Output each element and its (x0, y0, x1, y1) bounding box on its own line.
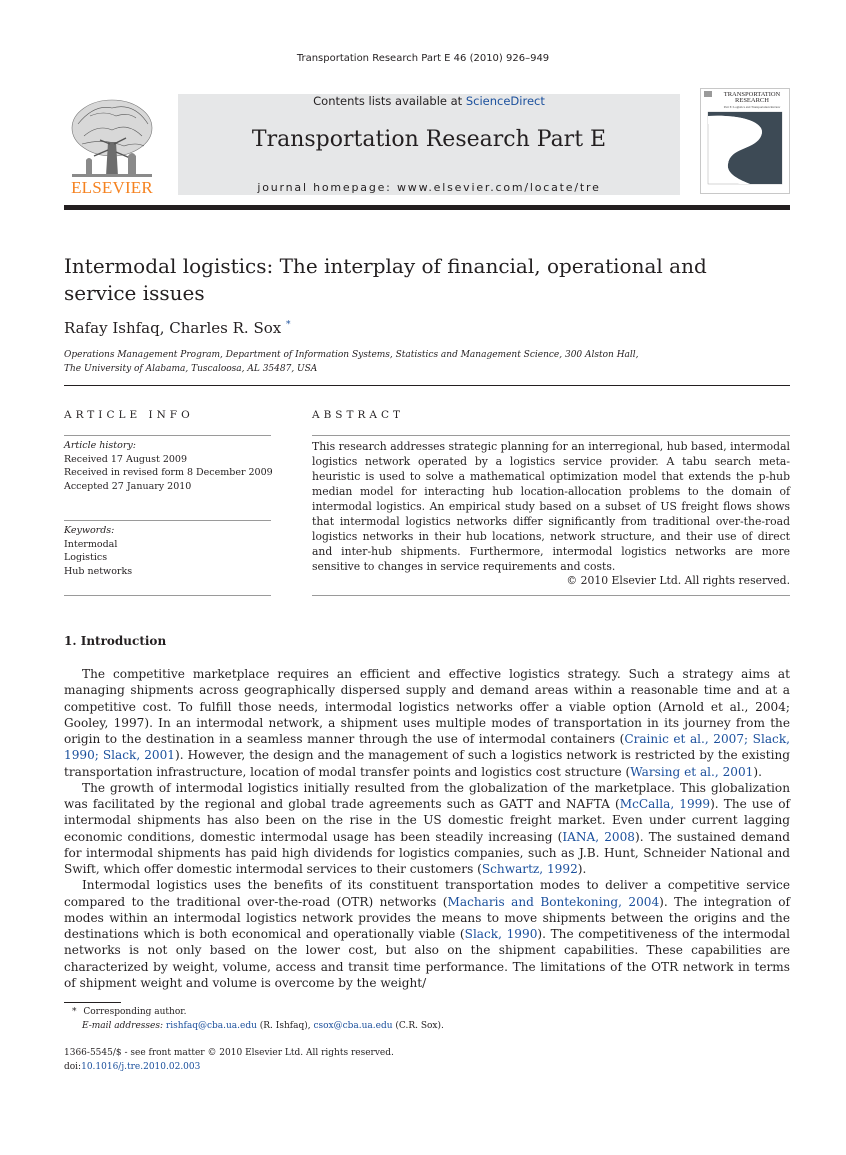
running-head: Transportation Research Part E 46 (2010) 926–949 (296, 53, 550, 64)
article-history (64, 439, 274, 493)
citation-link[interactable]: Crainic et al., 2007; Slack, 1990; Slack, 2001 (64, 732, 790, 763)
abstract-label: ABSTRACT (312, 409, 405, 421)
article-info-bottom-rule (64, 595, 271, 596)
doi-link[interactable]: 10.1016/j.tre.2010.02.003 (81, 1061, 201, 1072)
keywords-block (64, 524, 274, 578)
affiliation-rule (64, 385, 790, 386)
citation-link[interactable]: Schwartz, 1992 (481, 862, 578, 876)
journal-cover-thumbnail[interactable] (700, 88, 790, 194)
paragraph-text: ). The use of intermodal shipments has also been on the rise in the US domestic freight market. Even under current lagging economic conditions, domestic intermodal usage has been steadily increasing ( (64, 797, 790, 844)
keywords-rule (64, 520, 271, 521)
masthead-rule (64, 205, 790, 210)
accepted-date: Accepted 27 January 2010 (64, 480, 192, 492)
article-title (64, 253, 790, 307)
section-heading-introduction: 1. Introduction (64, 634, 167, 648)
footnote-mark: * (72, 1007, 77, 1017)
email-owner: (R. Ishfaq), (256, 1020, 314, 1031)
paragraph-text: Intermodal logistics uses the benefits of its constituent transportation modes to deliver a competitive service compared to the traditional over-the-road (OTR) networks ( (64, 878, 790, 909)
article-info-rule (64, 435, 271, 436)
article-info-label: ARTICLE INFO (64, 409, 194, 421)
paragraph-text: ). The competitiveness of the intermodal networks is not only based on the lower cost, but also on the shipment capabilities. These capabilities are characterized by weight, volume, access and transit time performance. The limitations of the OTR network in terms of shipment weight and volume is overcome by the weight/ (64, 927, 790, 990)
journal-title: Transportation Research Part E (251, 127, 607, 152)
sciencedirect-link[interactable]: ScienceDirect (465, 94, 545, 108)
paragraph-text: ). However, the design and the management of such a logistics network is restricted by the existing transportation infrastructure, location of modal transfer points and logistics cost structure ( (64, 748, 790, 779)
affiliation-line1: Operations Management Program, Department of Information Systems, Statistics and Management Science, 300 Alston Hall, (64, 350, 639, 360)
authors: Rafay Ishfaq, Charles R. Sox (64, 319, 282, 337)
issn-line: 1366-5545/$ - see front matter © 2010 Elsevier Ltd. All rights reserved. (64, 1048, 394, 1058)
affiliation (64, 348, 790, 376)
elsevier-wordmark: ELSEVIER (71, 178, 153, 197)
citation-link[interactable]: IANA, 2008 (562, 829, 635, 844)
journal-homepage[interactable]: journal homepage: www.elsevier.com/locate/tre (257, 181, 601, 194)
contents-prefix: Contents lists available at (313, 94, 466, 108)
doi-line (64, 1061, 790, 1075)
paragraph (64, 666, 790, 780)
keyword-item: Logistics (64, 552, 108, 563)
front-matter (64, 1047, 790, 1074)
keyword-item: Intermodal (64, 538, 118, 550)
abstract-text: This research addresses strategic planning for an interregional, hub based, intermodal logistics network operated by a logistics service provider. A tabu search meta-heuristic is used to solve a mathematical optimization model that extends the p-hub median model for interacting hub location-allocation problems to the domain of intermodal logistics. An empirical study based on a subset of US freight flows shows that intermodal logistics networks differ significantly from traditional over-the-road logistics networks in their hub locations, network structure, and their use of direct and inter-hub shipments. Furthermore, intermodal logistics networks are more sensitive to changes in service requirements and costs. (312, 440, 790, 573)
received-date: Received 17 August 2009 (64, 453, 188, 465)
history-heading: Article history: (64, 440, 136, 451)
introduction-body (64, 666, 790, 991)
doi-label: doi: (64, 1061, 82, 1072)
abstract-bottom-rule (312, 595, 790, 596)
paragraph-text: The competitive marketplace requires an efficient and effective logistics strategy. Such a strategy aims at managing shipments across geographically dispersed supply and demand areas within a reasonable time and at a competitive cost. To fulfill those needs, intermodal logistics networks offer a viable option (Arnold et al., 2004; Gooley, 1997). In an intermodal network, a shipment uses multiple modes of transportation in its journey from the origin to the destination in a seamless manner through the use of intermodal containers ( (64, 667, 790, 746)
footnote-rule (64, 1002, 121, 1003)
email-link-ishfaq[interactable]: rishfaq@cba.ua.edu (165, 1020, 257, 1031)
revised-date: Received in revised form 8 December 2009 (64, 467, 273, 478)
abstract-rule (312, 435, 790, 436)
keywords-heading: Keywords: (64, 525, 115, 536)
cover-title-line2: RESEARCH (735, 97, 769, 104)
corresponding-author-mark[interactable]: * (286, 320, 291, 330)
citation-link[interactable]: Slack, 1990 (464, 927, 538, 941)
affiliation-line2: The University of Alabama, Tuscaloosa, AL 35487, USA (64, 364, 318, 374)
paragraph (64, 780, 790, 878)
paragraph-text: ). The sustained demand for intermodal shipments has paid high dividends for logistics companies, such as J.B. Hunt, Schneider National and Swift, which offer domestic intermodal services to their customers ( (64, 829, 791, 876)
paragraph-text: ). The integration of modes within an intermodal logistics network provides the means to move shipments between the origins and the destinations which is both economical and operationally viable ( (64, 894, 791, 941)
citation-link[interactable]: Warsing et al., 2001 (630, 764, 754, 779)
contents-line (178, 94, 680, 108)
author-list (64, 319, 291, 337)
corresponding-label: Corresponding author. (83, 1007, 187, 1017)
paragraph-text: ). (577, 862, 587, 876)
cover-title-line1: TRANSPORTATION (723, 91, 781, 98)
email-owner: (C.R. Sox). (392, 1020, 444, 1031)
citation-link[interactable]: McCalla, 1999 (619, 797, 711, 811)
footnotes (64, 1006, 790, 1033)
keyword-item: Hub networks (64, 565, 133, 577)
citation-link[interactable]: Macharis and Bontekoning, 2004 (447, 894, 660, 909)
article-title-line1: Intermodal logistics: The interplay of financial, operational and (64, 254, 707, 278)
paragraph-text: ). (753, 764, 762, 779)
cover-subtitle: Part E: Logistics and Transportation Review (723, 105, 781, 109)
corresponding-footnote (64, 1006, 790, 1020)
article-title-line2: service issues (64, 281, 205, 305)
abstract-copyright: © 2010 Elsevier Ltd. All rights reserved. (566, 574, 790, 587)
email-footnote (64, 1020, 790, 1034)
email-label: E-mail addresses: (82, 1020, 164, 1031)
email-link-sox[interactable]: csox@cba.ua.edu (313, 1020, 393, 1031)
paragraph-text: The growth of intermodal logistics initially resulted from the globalization of the marketplace. This globalization was facilitated by the regional and global trade agreements such as GATT and NAFTA ( (64, 780, 790, 811)
paragraph (64, 877, 790, 991)
